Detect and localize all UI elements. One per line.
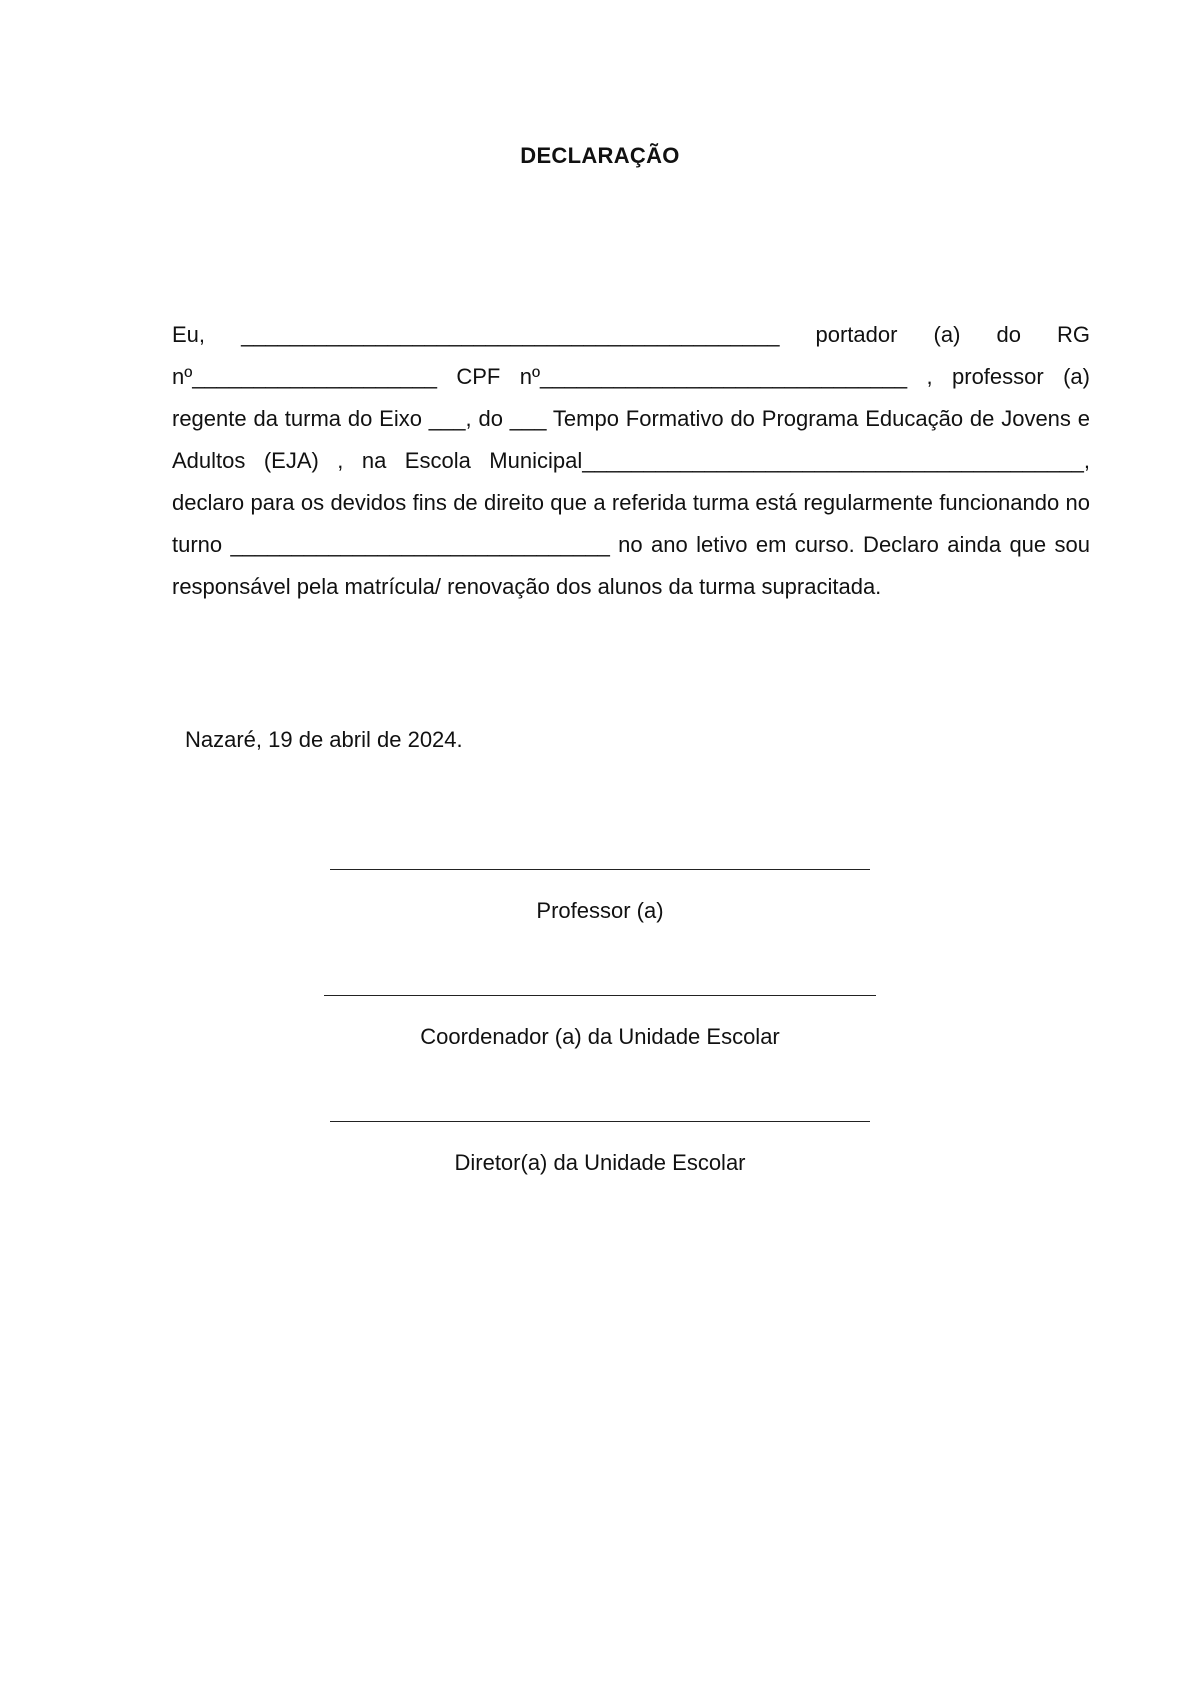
- document-title: DECLARAÇÃO: [520, 143, 680, 168]
- signature-block-director: [0, 1121, 1200, 1176]
- signature-line: [330, 1121, 870, 1122]
- signature-block-coordinator: [0, 995, 1200, 1050]
- declaration-body: Eu, ____________________________________________ portador (a) do RG nº____________________ CPF nº______________________________ , professor (a) regente da turma do Eixo ___, do ___ Tempo Formativo do Programa Educação de Jovens e Adultos (EJA) , na Escola Municipal_________________________________________, declaro para os devidos fins de direito que a referida turma está regularmente funcionando no turno _______________________________ no ano letivo em curso. Declaro ainda que sou responsável pela matrícula/ renovação dos alunos da turma supracitada.: [172, 322, 1090, 599]
- signature-block-professor: [0, 869, 1200, 924]
- signature-line: [324, 995, 876, 996]
- signature-label: Coordenador (a) da Unidade Escolar: [420, 1024, 780, 1049]
- signature-label: Diretor(a) da Unidade Escolar: [454, 1150, 746, 1175]
- date-line: Nazaré, 19 de abril de 2024.: [185, 727, 463, 752]
- signature-line: [330, 869, 870, 870]
- signature-label: Professor (a): [536, 898, 664, 923]
